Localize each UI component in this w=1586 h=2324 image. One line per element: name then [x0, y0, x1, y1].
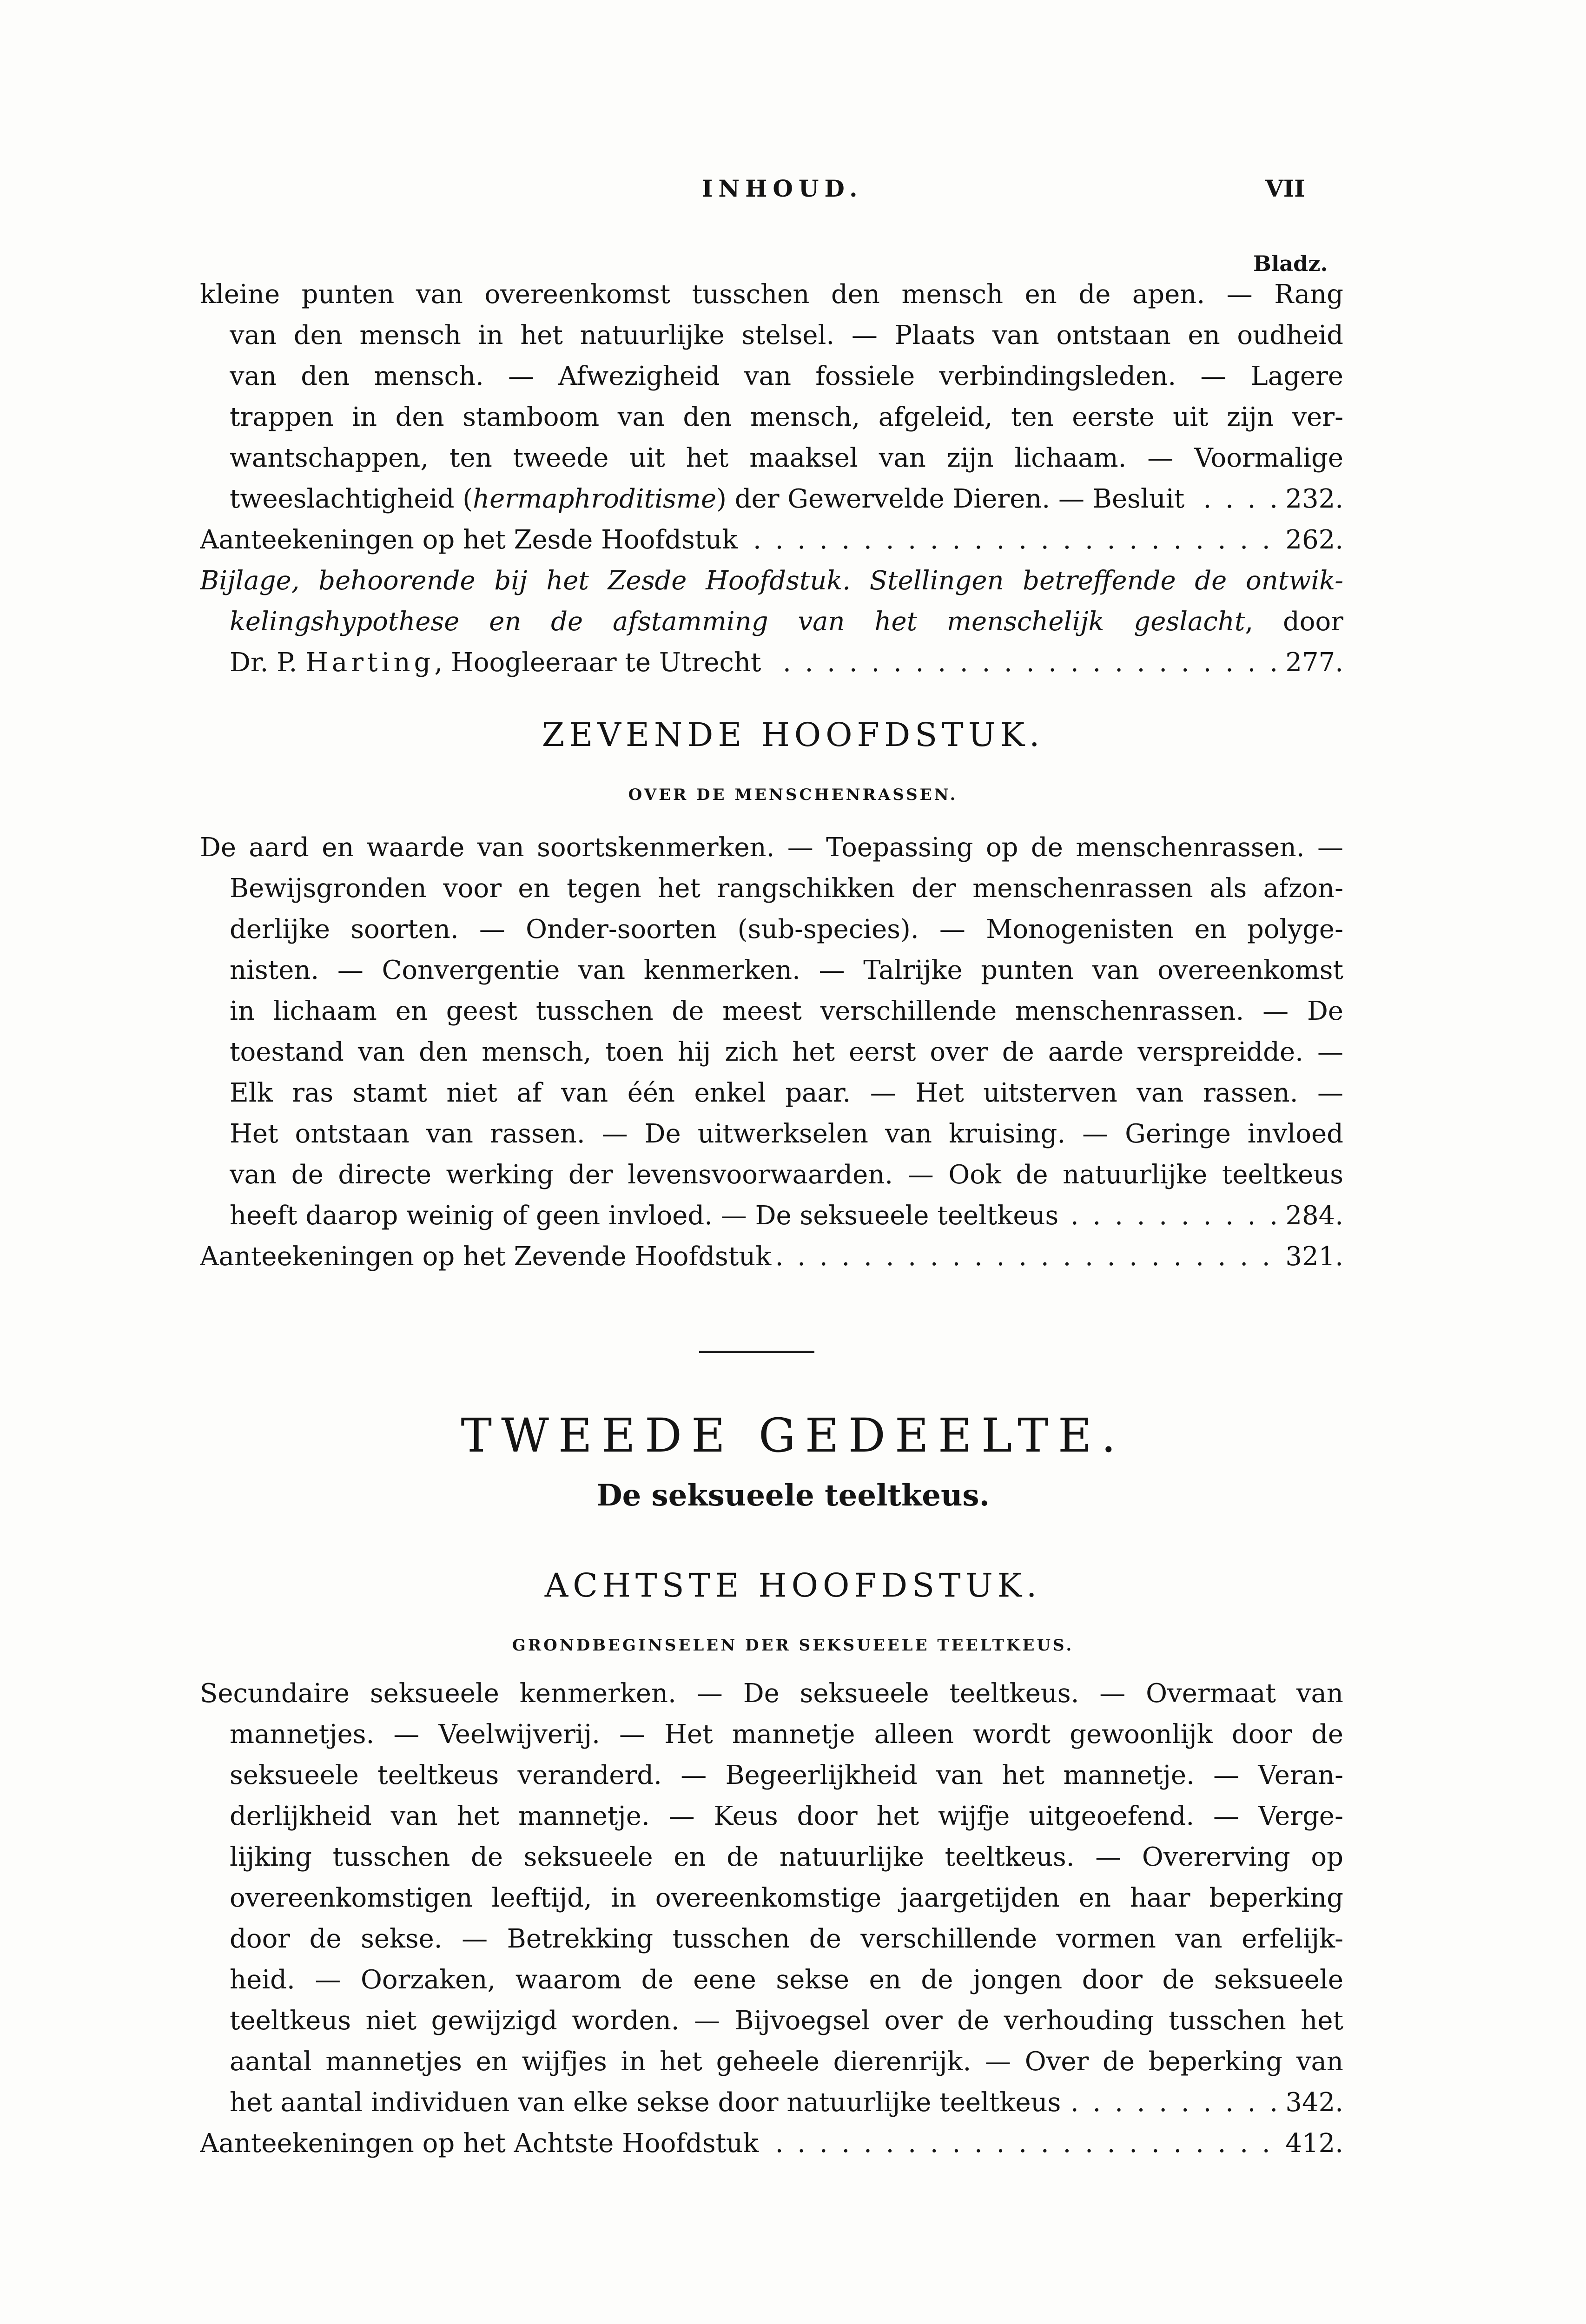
toc-entry-text: tweeslachtigheid (hermaphroditisme) der Gewervelde Dieren. — Besluit: [230, 484, 1191, 514]
toc-entry[interactable]: [230, 642, 1343, 683]
page-number: VII: [1265, 175, 1305, 202]
toc-page-ref: 262.: [1279, 520, 1343, 561]
summary-line: Bewijsgronden voor en tegen het rangschikken der menschenrassen als afzon-: [230, 873, 1343, 904]
summary-line: seksueele teeltkeus veranderd. — Begeerlijkheid van het mannetje. — Veran-: [230, 1760, 1343, 1790]
appendix-line: kelingshypothese en de afstamming van het menschelijk geslacht, door: [230, 607, 1343, 637]
part-subheading: De seksueele teeltkeus.: [596, 1478, 990, 1513]
toc-page-ref: 232.: [1279, 479, 1343, 520]
chapter-heading: ACHTSTE HOOFDSTUK.: [544, 1566, 1042, 1604]
toc-notes-entry[interactable]: [200, 1236, 1343, 1277]
summary-line: heid. — Oorzaken, waarom de eene sekse en de jongen door de seksueele: [230, 1965, 1343, 1995]
toc-entry-text: het aantal individuen van elke sekse door natuurlijke teeltkeus: [230, 2087, 1067, 2118]
toc-entry[interactable]: [230, 2082, 1343, 2123]
toc-page-ref: 284.: [1279, 1195, 1343, 1236]
toc-entry-text: Aanteekeningen op het Zevende Hoofdstuk: [200, 1241, 778, 1272]
chapter-subheading: GRONDBEGINSELEN DER SEKSUEELE TEELTKEUS.: [512, 1636, 1074, 1655]
summary-line: derlijke soorten. — Onder-soorten (sub-species). — Monogenisten en polyge-: [230, 914, 1343, 944]
toc-notes-entry[interactable]: [200, 520, 1343, 561]
summary-line: Elk ras stamt niet af van één enkel paar. — Het uitsterven van rassen. —: [230, 1078, 1343, 1108]
toc-page-ref: 342.: [1279, 2082, 1343, 2123]
summary-line: derlijkheid van het mannetje. — Keus door het wijfje uitgeoefend. — Verge-: [230, 1801, 1343, 1831]
chapter6-summary: [200, 274, 1343, 683]
summary-line: teeltkeus niet gewijzigd worden. — Bijvoegsel over de verhouding tusschen het: [230, 2006, 1343, 2036]
part-heading: TWEEDE GEDEELTE.: [461, 1408, 1125, 1463]
summary-line: Secundaire seksueele kenmerken. — De seksueele teeltkeus. — Overmaat van: [200, 1678, 1343, 1709]
summary-line: van de directe werking der levensvoorwaarden. — Ook de natuurlijke teeltkeus: [230, 1160, 1343, 1190]
summary-line: De aard en waarde van soortskenmerken. — Toepassing op de menschenrassen. —: [200, 832, 1343, 863]
summary-line: lijking tusschen de seksueele en de natuurlijke teeltkeus. — Overerving op: [230, 1842, 1343, 1872]
section-divider: [699, 1351, 814, 1353]
chapter-subheading: OVER DE MENSCHENRASSEN.: [628, 786, 958, 804]
running-header-title: INHOUD.: [702, 175, 863, 202]
toc-notes-entry[interactable]: [200, 2123, 1343, 2164]
page-column-label: Bladz.: [1253, 251, 1328, 276]
chapter-heading: ZEVENDE HOOFDSTUK.: [542, 716, 1044, 754]
toc-page-ref: 277.: [1279, 642, 1343, 683]
summary-line: door de sekse. — Betrekking tusschen de verschillende vormen van erfelijk-: [230, 1924, 1343, 1954]
appendix-line: Bijlage, behoorende bij het Zesde Hoofdstuk. Stellingen betreffende de ontwik-: [200, 566, 1343, 596]
summary-line: kleine punten van overeenkomst tusschen den mensch en de apen. — Rang: [200, 279, 1343, 310]
summary-line: van den mensch in het natuurlijke stelsel. — Plaats van ontstaan en oudheid: [230, 320, 1343, 350]
summary-line: van den mensch. — Afwezigheid van fossiele verbindingsleden. — Lagere: [230, 361, 1343, 391]
toc-entry-text: Aanteekeningen op het Zesde Hoofdstuk: [200, 525, 744, 555]
summary-line: Het ontstaan van rassen. — De uitwerkselen van kruising. — Geringe invloed: [230, 1119, 1343, 1149]
summary-line: nisten. — Convergentie van kenmerken. — Talrijke punten van overeenkomst: [230, 955, 1343, 985]
chapter8-summary: [200, 1673, 1343, 2164]
summary-line: overeenkomstigen leeftijd, in overeenkomstige jaargetijden en haar beperking: [230, 1883, 1343, 1913]
toc-entry-text: heeft daarop weinig of geen invloed. — De seksueele teeltkeus: [230, 1201, 1065, 1231]
summary-line: wantschappen, ten tweede uit het maaksel van zijn lichaam. — Voormalige: [230, 443, 1343, 473]
toc-entry-text: Aanteekeningen op het Achtste Hoofdstuk: [200, 2128, 765, 2159]
toc-entry[interactable]: [230, 1195, 1343, 1236]
chapter7-summary: [200, 827, 1343, 1277]
toc-entry-text: Dr. P. Harting, Hoogleeraar te Utrecht: [230, 647, 767, 678]
summary-line: mannetjes. — Veelwijverij. — Het mannetje alleen wordt gewoonlijk door de: [230, 1719, 1343, 1750]
toc-page-ref: 412.: [1279, 2123, 1343, 2164]
summary-line: in lichaam en geest tusschen de meest verschillende menschenrassen. — De: [230, 996, 1343, 1026]
summary-line: toestand van den mensch, toen hij zich het eerst over de aarde verspreidde. —: [230, 1037, 1343, 1067]
toc-entry[interactable]: [230, 479, 1343, 520]
summary-line: trappen in den stamboom van den mensch, afgeleid, ten eerste uit zijn ver-: [230, 402, 1343, 432]
toc-page-ref: 321.: [1279, 1236, 1343, 1277]
summary-line: aantal mannetjes en wijfjes in het geheele dierenrijk. — Over de beperking van: [230, 2047, 1343, 2077]
